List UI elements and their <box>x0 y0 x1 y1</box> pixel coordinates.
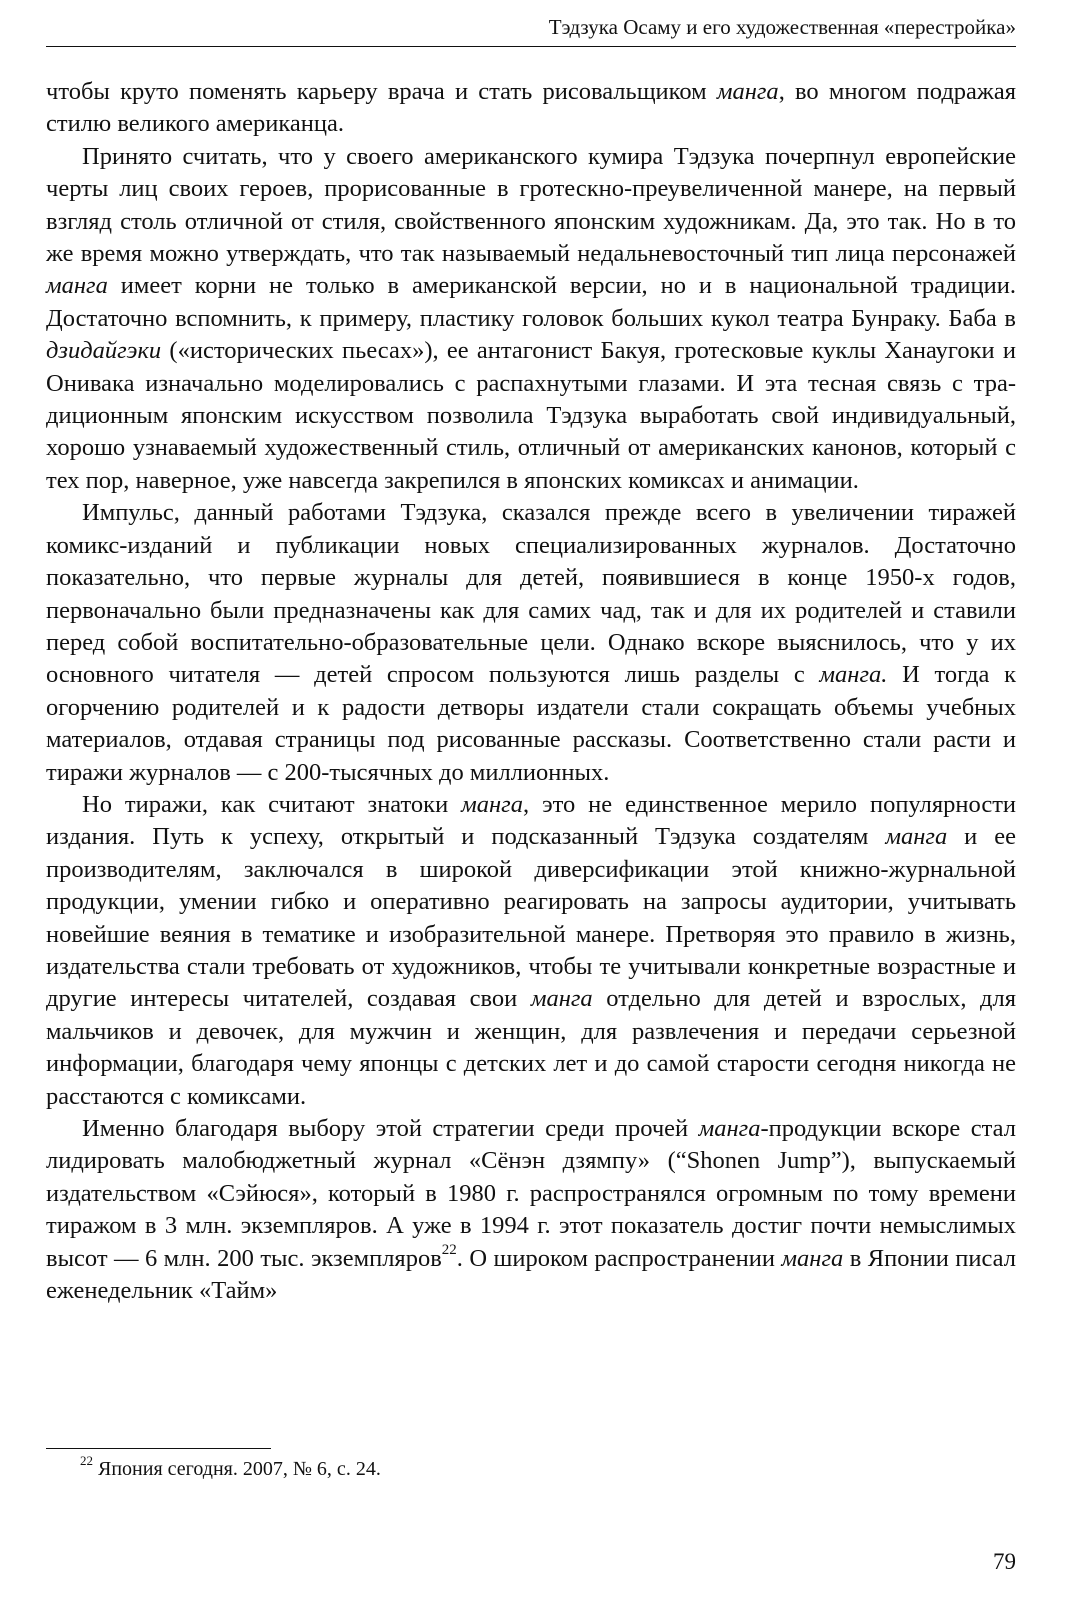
text-run: -продукции вскоре стал лидировать малобюджетный журнал «Сёнэн дзямпу» (“Shonen Jump”), выпускаемый издательством «Сэйюся», который в 1980 г. распространялся огромным по тому времени тиражом в 3 млн. экземпляров. А уже в 1994 г. этот показатель достиг почти немыслимых высот — 6 млн. 200 тыс. экземпляров <box>46 1115 1016 1272</box>
italic-term: манга. <box>819 661 888 689</box>
text-run: имеет корни не только в американской версии, но и в национальной традиции. Достаточно вспомнить, к примеру, пластику головок больших кукол театра Бунраку. Баба в <box>46 272 1016 332</box>
text-run: , во многом подражая стилю великого американца. <box>46 78 1016 138</box>
text-run: Но тиражи, как считают знатоки <box>82 790 462 818</box>
body-text <box>46 76 1016 1307</box>
text-run: . О широком распространении <box>456 1244 782 1272</box>
italic-term: манга <box>461 790 523 818</box>
footnote-reference: 22 <box>441 1242 457 1259</box>
paragraph <box>46 141 1016 497</box>
text-run: , это не единственное мерило популярности издания. Путь к успеху, открытый и подсказанный Тэдзука создателям <box>46 790 1017 851</box>
italic-term: манга <box>781 1244 844 1272</box>
italic-term: манга <box>530 985 593 1013</box>
paragraph <box>46 497 1016 789</box>
footnote-separator <box>46 1448 271 1449</box>
text-run: в Японии писал еженедельник «Тайм» <box>46 1244 1016 1305</box>
italic-term: манга <box>46 272 108 300</box>
header-rule <box>46 46 1016 47</box>
footnote-text: Япония сегодня. 2007, № 6, с. 24. <box>93 1458 381 1480</box>
paragraph <box>46 1113 1016 1307</box>
text-run: Принято считать, что у своего американского кумира Тэдзука почерпнул европейские черты лиц своих героев, прорисованные в гротескно-преувеличенной манере, на первый взгляд столь отличной от стиля, свойственного японским художникам. Да, это так. Но в то же время можно утверждать, что так называемый недальневосточный тип лица персонажей <box>46 142 1016 268</box>
italic-term: манга <box>698 1115 761 1142</box>
paragraph <box>46 789 1016 1113</box>
text-run: И тогда к огорчению родителей и к радости детворы издатели стали сокращать объемы учебных материалов, отдавая страницы под рисованные рассказы. Соответственно стали расти и тиражи журналов — с 200-тысячных до миллионных. <box>46 661 1016 786</box>
italic-term: манга <box>885 823 948 851</box>
page-number: 79 <box>993 1549 1016 1574</box>
footnote <box>80 1453 381 1482</box>
text-run: Именно благодаря выбору этой стратегии среди прочей <box>82 1115 699 1142</box>
text-run: Импульс, данный работами Тэдзука, сказался прежде всего в увеличении тиражей комикс-изданий и публикации новых специализированных журналов. Достаточно показательно, что первые журналы для детей, появившиеся в конце 1950-х годов, первоначально были предназначены как для самих чад, так и для их родителей и ставили перед собой воспитательно-образовательные цели. Однако вскоре выяснилось, что у их основного читателя — детей спросом пользуются лишь разделы с <box>46 499 1016 689</box>
text-run: чтобы круто поменять карьеру врача и стать рисовальщиком <box>46 78 717 105</box>
italic-term: дзидайгэки <box>46 337 162 365</box>
footnote-marker: 22 <box>80 1453 93 1469</box>
text-run: и ее производителям, заключался в широкой диверсификации этой книжно-журнальной продукции, умении гибко и оперативно реагировать на запросы аудитории, учитывать новейшие веяния в тематике и изобразительной манере. Претворяя это правило в жизнь, издательства стали требовать от художников, чтобы те учитывали конкретные возрастные и другие интересы читателей, создавая свои <box>46 823 1016 1013</box>
italic-term: манга <box>716 78 779 105</box>
paragraph <box>46 76 1016 141</box>
text-run: отдельно для детей и взрослых, для мальчиков и девочек, для мужчин и женщин, для развлечения и передачи серьезной информации, благодаря чему японцы с детских лет и до самой старости сегодня никогда не расстаются с комиксами. <box>46 985 1016 1110</box>
text-run: («исторических пьесах»), ее антагонист Бакуя, гротесковые куклы Ханаугоки и Онивака изначально моделировались с распахнутыми глазами. И эта тесная связь с традиционным японским искусством позволила Тэдзука выработать свой индивидуальный, хорошо узнаваемый художественный стиль, отличный от американских канонов, который с тех пор, наверное, уже навсегда закрепился в японских комиксах и анимации. <box>46 337 1016 494</box>
running-header: Тэдзука Осаму и его художественная «перестройка» <box>548 15 1016 39</box>
